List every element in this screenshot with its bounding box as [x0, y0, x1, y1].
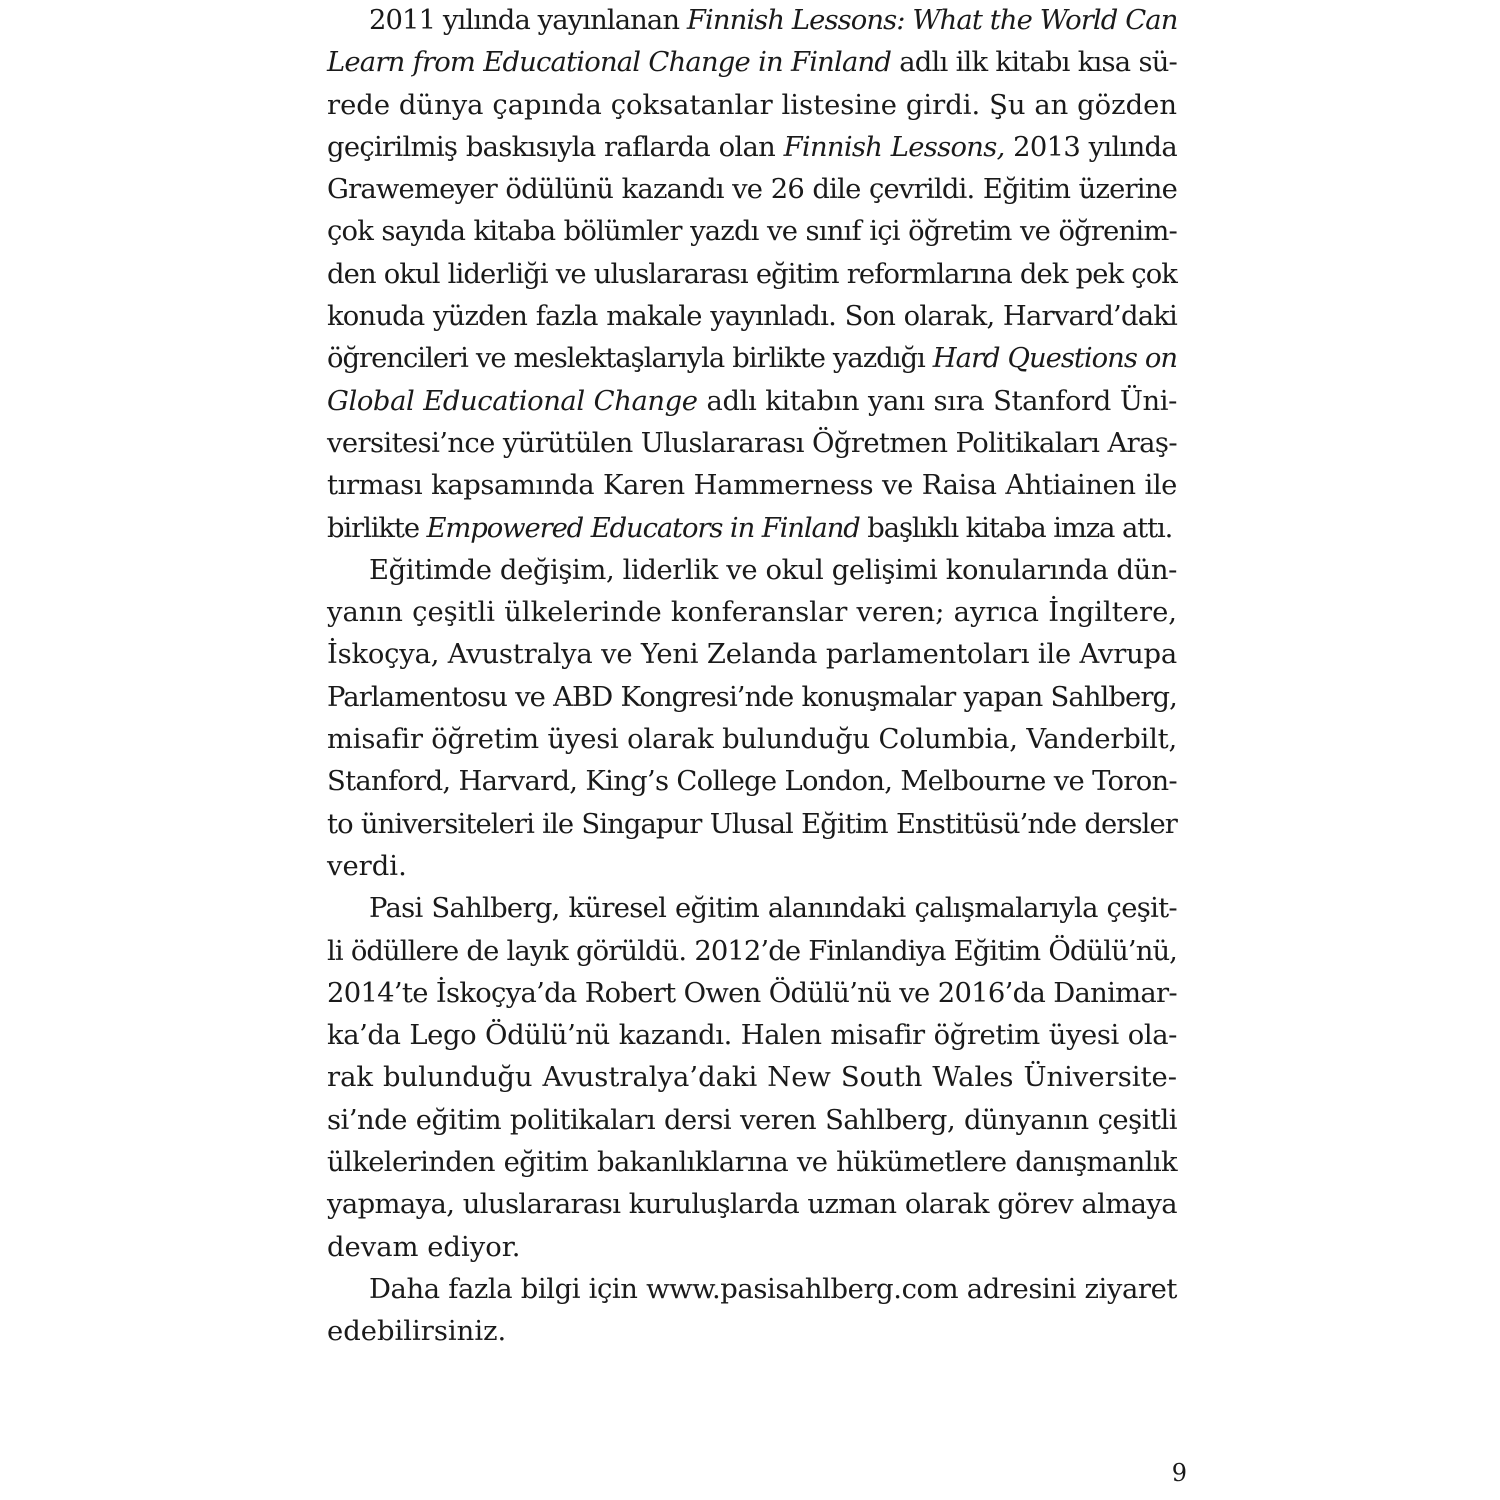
text-line	[327, 338, 1177, 380]
text-segment: 2011 yılında yayınlanan	[369, 5, 687, 36]
italic-title-segment: Finnish Lessons: What the World Can	[686, 5, 1178, 36]
text-line	[327, 1015, 1177, 1057]
text-segment: başlıklı kitaba imza attı.	[859, 512, 1173, 544]
text-segment: edebilirsiniz.	[327, 1316, 507, 1348]
text-line	[327, 761, 1177, 803]
text-line	[327, 1227, 1177, 1269]
text-segment: İskoçya, Avustralya ve Yeni Zelanda parlamentoları ile Avrupa	[327, 639, 1178, 671]
text-segment: birlikte	[327, 512, 427, 544]
paragraph	[327, 888, 1177, 1269]
text-line	[327, 634, 1177, 676]
text-line	[327, 973, 1177, 1015]
text-segment: li ödüllere de layık görüldü. 2012’de Finlandiya Eğitim Ödülü’nü,	[327, 935, 1177, 967]
text-segment: si’nde eğitim politikaları dersi veren Sahlberg, dünyanın çeşitli	[327, 1104, 1177, 1136]
text-segment: tırması kapsamında Karen Hammerness ve Raisa Ahtiainen ile	[327, 470, 1177, 502]
text-line	[327, 931, 1177, 973]
text-segment: yapmaya, uluslararası kuruluşlarda uzman olarak görev almaya	[327, 1189, 1177, 1221]
text-segment: Stanford, Harvard, King’s College London, Melbourne ve Toron-	[327, 766, 1177, 798]
text-segment: to üniversiteleri ile Singapur Ulusal Eğitim Enstitüsü’nde dersler	[327, 808, 1177, 840]
text-segment: Parlamentosu ve ABD Kongresi’nde konuşmalar yapan Sahlberg,	[327, 681, 1177, 713]
text-line	[327, 550, 1177, 592]
text-segment: devam ediyor.	[327, 1231, 521, 1263]
text-segment: yanın çeşitli ülkelerinde konferanslar veren; ayrıca İngiltere,	[327, 597, 1177, 629]
text-line	[327, 1184, 1177, 1226]
text-line	[327, 465, 1177, 507]
text-line	[327, 296, 1177, 338]
text-segment: rede dünya çapında çoksatanlar listesine girdi. Şu an gözden	[327, 89, 1177, 121]
text-line	[327, 211, 1177, 253]
text-line	[327, 381, 1177, 423]
text-segment: Daha fazla bilgi için www.pasisahlberg.com adresini ziyaret	[369, 1273, 1177, 1305]
text-line	[327, 85, 1177, 127]
text-segment: adlı kitabın yanı sıra Stanford Üni-	[697, 385, 1178, 417]
text-segment: misafir öğretim üyesi olarak bulunduğu Columbia, Vanderbilt,	[327, 724, 1177, 756]
body-text	[327, 0, 1177, 1354]
paragraph	[327, 1269, 1177, 1354]
italic-title-segment: Finnish Lessons,	[783, 131, 1005, 163]
italic-title-segment: Learn from Educational Change in Finland	[327, 47, 892, 79]
text-line	[327, 888, 1177, 930]
text-line	[327, 1269, 1177, 1311]
text-line	[327, 1057, 1177, 1099]
italic-title-segment: Empowered Educators in Finland	[426, 512, 860, 544]
italic-title-segment: Global Educational Change	[327, 385, 698, 417]
page-number: 9	[1171, 1459, 1187, 1487]
text-segment: versitesi’nce yürütülen Uluslararası Öğretmen Politikaları Araş-	[327, 427, 1177, 459]
text-segment: çok sayıda kitaba bölümler yazdı ve sınıf içi öğretim ve öğrenim-	[327, 216, 1177, 248]
italic-title-segment: Hard Questions on	[932, 343, 1177, 375]
text-segment: 2014’te İskoçya’da Robert Owen Ödülü’nü ve 2016’da Danimar-	[327, 977, 1177, 1009]
text-line	[327, 254, 1177, 296]
text-line	[327, 0, 1177, 42]
text-segment: 2013 yılında	[1004, 131, 1177, 163]
text-line	[327, 127, 1177, 169]
paragraph	[327, 550, 1177, 888]
text-line	[327, 508, 1177, 550]
text-segment: ülkelerinden eğitim bakanlıklarına ve hükümetlere danışmanlık	[327, 1147, 1177, 1179]
text-segment: den okul liderliği ve uluslararası eğitim reformlarına dek pek çok	[327, 258, 1177, 290]
text-line	[327, 42, 1177, 84]
paragraph	[327, 0, 1177, 550]
text-segment: Pasi Sahlberg, küresel eğitim alanındaki çalışmalarıyla çeşit-	[369, 893, 1177, 925]
text-segment: Eğitimde değişim, liderlik ve okul gelişimi konularında dün-	[369, 554, 1177, 586]
text-segment: Grawemeyer ödülünü kazandı ve 26 dile çevrildi. Eğitim üzerine	[327, 174, 1177, 206]
text-line	[327, 1100, 1177, 1142]
text-line	[327, 592, 1177, 634]
text-line	[327, 677, 1177, 719]
text-line	[327, 169, 1177, 211]
text-segment: konuda yüzden fazla makale yayınladı. Son olarak, Harvard’daki	[327, 301, 1177, 333]
text-line	[327, 423, 1177, 465]
text-segment: öğrencileri ve meslektaşlarıyla birlikte yazdığı	[327, 343, 933, 375]
text-segment: verdi.	[327, 850, 407, 882]
text-line	[327, 719, 1177, 761]
text-segment: geçirilmiş baskısıyla raflarda olan	[327, 131, 784, 163]
text-line	[327, 1142, 1177, 1184]
text-segment: ka’da Lego Ödülü’nü kazandı. Halen misafir öğretim üyesi ola-	[327, 1020, 1177, 1052]
text-line	[327, 1311, 1177, 1353]
text-segment: adlı ilk kitabı kısa sü-	[891, 47, 1177, 79]
text-line	[327, 804, 1177, 846]
text-segment: rak bulunduğu Avustralya’daki New South Wales Üniversite-	[327, 1062, 1177, 1094]
text-line	[327, 846, 1177, 888]
